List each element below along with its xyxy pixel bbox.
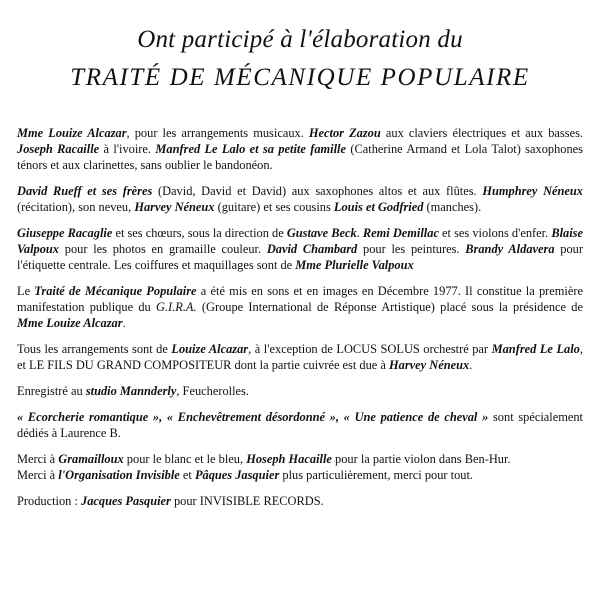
credit-name: Manfred Le Lalo [491, 342, 580, 356]
credit-text: . [469, 358, 473, 372]
credit-text: plus particulièrement, merci pour tout. [279, 468, 474, 482]
credit-text: (guitare) et ses cousins [214, 200, 334, 214]
credit-text: et ses violons d'enfer. [438, 226, 552, 240]
credit-text: pour l'étiquette centrale. Les coiffures et maquillages sont de [17, 242, 584, 272]
credit-text: sont spécialement dédiés à Laurence B. [17, 410, 584, 440]
credit-text: à l'ivoire. [99, 142, 156, 156]
credit-text: , pour les arrangements musicaux. [126, 126, 309, 140]
credit-name: Harvey Néneux [389, 358, 470, 372]
credit-name: Remi Demillac [362, 226, 439, 240]
credit-text: Merci à [17, 468, 59, 482]
credit-name: David Chambard [266, 242, 358, 256]
credit-text: (récitation), son neveu, [17, 200, 135, 214]
credit-text: Production : [17, 494, 82, 508]
credit-paragraph-thanks [17, 451, 583, 483]
credit-name: G.I.R.A. [156, 300, 197, 314]
credit-paragraph-choirs-artwork [17, 225, 583, 273]
credit-text: aux claviers électriques et aux basses. [380, 126, 583, 140]
credit-name: Gramailloux [58, 452, 124, 466]
credit-name: Louis et Godfried [333, 200, 424, 214]
credit-text: (Catherine Armand et Lola Talot) saxophones ténors et aux clarinettes, sans oublier le bandonéon. [17, 142, 583, 172]
credit-text: et [179, 468, 195, 482]
credit-name: Humphrey Néneux [482, 184, 583, 198]
credit-text: pour les photos en gramaille couleur. [59, 242, 267, 256]
credit-text: (David, David et David) aux saxophones altos et aux flûtes. [152, 184, 483, 198]
credit-text: . [356, 226, 363, 240]
credit-text: pour INVISIBLE RECORDS. [170, 494, 324, 508]
heading-intro: Ont participé à l'élaboration du [137, 26, 463, 53]
credit-text: (manches). [423, 200, 482, 214]
credit-name: Traité de Mécanique Populaire [34, 284, 197, 298]
credit-name: Joseph Racaille [17, 142, 100, 156]
credit-paragraph-arrangements [17, 341, 583, 373]
credit-text: Tous les arrangements sont de [17, 342, 172, 356]
credit-paragraph-musicians [17, 125, 583, 173]
credit-paragraph-dedication [17, 409, 583, 441]
credit-paragraph-production [17, 493, 583, 509]
credit-name: David Rueff et ses frères [17, 184, 153, 198]
credit-name: Manfred Le Lalo et sa petite famille [155, 142, 347, 156]
credit-paragraph-recording-info [17, 283, 583, 331]
credit-text: Merci à [17, 452, 59, 466]
credit-name: Gustave Beck [286, 226, 357, 240]
credit-name: Louize Alcazar [171, 342, 249, 356]
credit-text: et ses chœurs, sous la direction de [112, 226, 287, 240]
credit-name: Hector Zazou [308, 126, 381, 140]
credit-name: Blaise Valpoux [17, 226, 583, 256]
credit-name: « Ecorcherie romantique », « Enchevêtrement désordonné », « Une patience de cheval » [17, 410, 489, 424]
credit-name: studio Mannderly [85, 384, 177, 398]
credit-name: Hoseph Hacaille [246, 452, 332, 466]
credit-paragraph-studio [17, 383, 583, 399]
credit-name: Mme Louize Alcazar [17, 316, 123, 330]
credit-name: Mme Plurielle Valpoux [295, 258, 414, 272]
credit-text: , à l'exception de LOCUS SOLUS orchestré par [248, 342, 492, 356]
credit-paragraph-saxophones [17, 183, 583, 215]
credit-text: pour la partie violon dans Ben-Hur. [331, 452, 511, 466]
credit-text: a été mis en sons et en images en Décembre 1977. Il constitue la première manifestation publique du [17, 284, 583, 314]
credit-name: Harvey Néneux [134, 200, 215, 214]
credit-text: pour les peintures. [357, 242, 466, 256]
credit-text: , Feucherolles. [176, 384, 249, 398]
credit-text: . [122, 316, 126, 330]
credit-name: Giuseppe Racaglie [17, 226, 113, 240]
credit-name: Jacques Pasquier [81, 494, 171, 508]
credit-text: Enregistré au [17, 384, 86, 398]
credit-name: Brandy Aldavera [465, 242, 555, 256]
credit-name: l'Organisation Invisible [58, 468, 180, 482]
credit-text: pour le blanc et le bleu, [123, 452, 247, 466]
credits-body [17, 125, 583, 519]
credit-name: Pâques Jasquier [194, 468, 280, 482]
credit-text: , et LE FILS DU GRAND COMPOSITEUR dont la partie cuivrée est due à [17, 342, 583, 372]
heading-title: TRAITÉ DE MÉCANIQUE POPULAIRE [70, 64, 530, 91]
credit-text: Le [17, 284, 35, 298]
credit-name: Mme Louize Alcazar [17, 126, 127, 140]
credit-text: (Groupe International de Réponse Artistique) placé sous la présidence de [196, 300, 583, 314]
